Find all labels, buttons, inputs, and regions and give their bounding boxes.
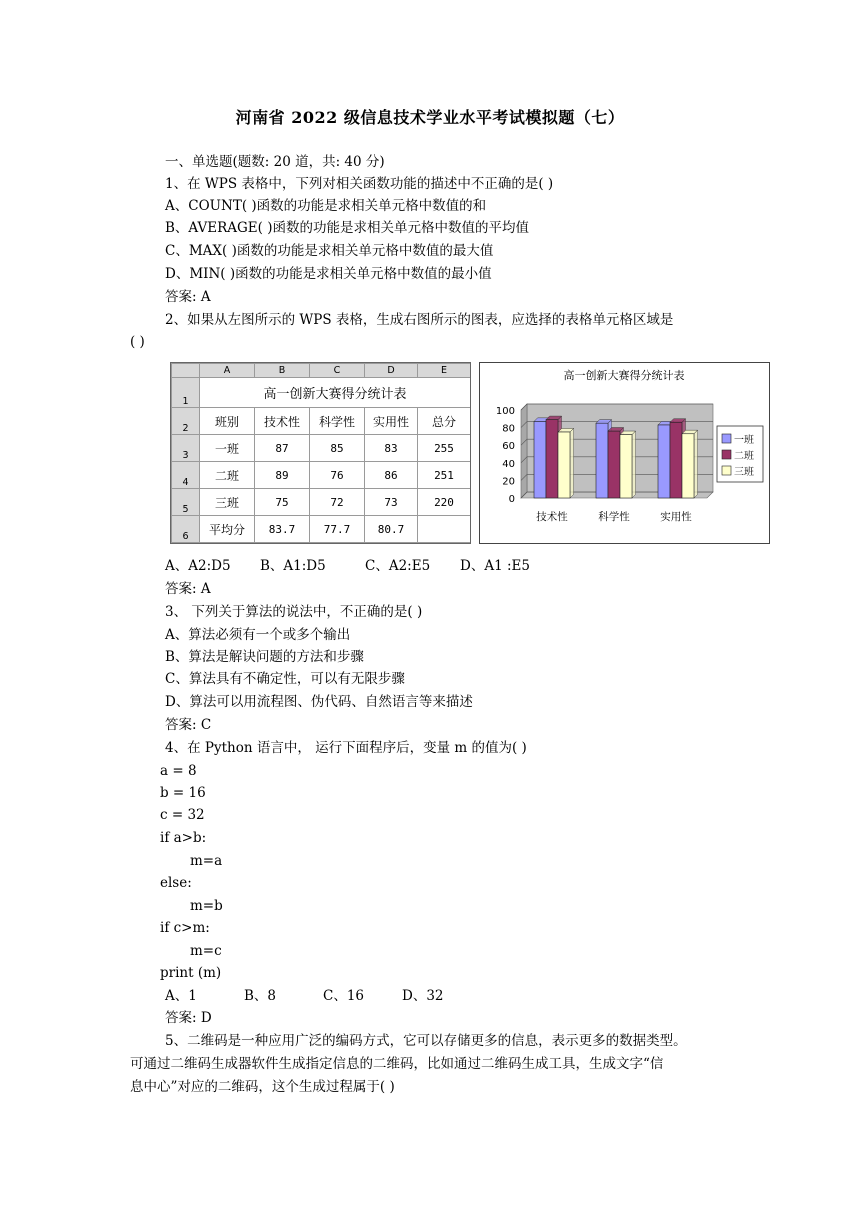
spreadsheet-image	[170, 362, 471, 544]
col-header: A	[200, 364, 255, 378]
legend-swatch	[722, 434, 731, 443]
legend-swatch	[722, 450, 731, 459]
spreadsheet-row	[172, 462, 471, 489]
bar-side	[632, 431, 636, 498]
sheet-title-cell: 高一创新大赛得分统计表	[200, 378, 471, 408]
q2-figure	[170, 362, 770, 544]
table-cell: 251	[418, 462, 471, 489]
q4-option-c: C、16	[323, 988, 365, 1004]
y-tick-label: 0	[508, 494, 515, 505]
code-line: print (m)	[160, 965, 222, 981]
table-cell: 87	[255, 435, 310, 462]
x-tick-label: 实用性	[660, 511, 692, 523]
q2-stem: 2、如果从左图所示的 WPS 表格，生成右图所示的图表，应选择的表格单元格区域是	[165, 312, 674, 328]
table-cell: 班别	[200, 408, 255, 435]
row-header: 3	[172, 435, 200, 462]
q4-stem: 4、在 Python 语言中， 运行下面程序后，变量 m 的值为( )	[165, 740, 527, 756]
bar-side	[570, 428, 574, 498]
q1-stem: 1、在 WPS 表格中，下列对相关函数功能的描述中不正确的是( )	[165, 176, 554, 192]
q1-answer: 答案: A	[165, 289, 211, 305]
table-cell: 总分	[418, 408, 471, 435]
x-tick-label: 技术性	[536, 511, 568, 523]
q3-stem: 3、 下列关于算法的说法中，不正确的是( )	[165, 604, 423, 620]
q2-stem-continued: ( )	[130, 334, 145, 350]
q5-line-2: 可通过二维码生成器软件生成指定信息的二维码，比如通过二维码生成工具，生成文字“信	[130, 1056, 664, 1072]
bar	[682, 434, 694, 498]
q2-option-d: D、A1 :E5	[460, 558, 530, 574]
table-cell: 80.7	[365, 516, 418, 543]
code-line: b = 16	[160, 785, 206, 801]
table-cell: 三班	[200, 489, 255, 516]
table-cell: 83.7	[255, 516, 310, 543]
y-tick-label: 60	[502, 441, 515, 453]
chart-image	[479, 362, 770, 544]
y-tick-label: 40	[502, 458, 515, 470]
q4-options	[165, 987, 444, 1005]
q4-answer: 答案: D	[165, 1010, 212, 1026]
spreadsheet-row	[172, 516, 471, 543]
q1-option-a: A、COUNT( )函数的功能是求相关单元格中数值的和	[165, 198, 487, 214]
legend-label: 一班	[734, 435, 754, 446]
q3-option-b: B、算法是解诀问题的方法和步骤	[165, 649, 364, 665]
code-line: else:	[160, 875, 192, 891]
row-header: 5	[172, 489, 200, 516]
code-line: m=c	[190, 943, 222, 959]
spreadsheet-row	[172, 408, 471, 435]
table-cell: 75	[255, 489, 310, 516]
q3-option-c: C、算法具有不确定性，可以有无限步骤	[165, 671, 405, 687]
code-line: m=b	[190, 898, 223, 914]
table-cell: 73	[365, 489, 418, 516]
bar	[534, 421, 546, 498]
table-cell: 255	[418, 435, 471, 462]
q1-option-b: B、AVERAGE( )函数的功能是求相关单元格中数值的平均值	[165, 220, 529, 236]
table-cell: 实用性	[365, 408, 418, 435]
legend-label: 二班	[734, 451, 754, 462]
row-header: 4	[172, 462, 200, 489]
spreadsheet-table	[171, 363, 471, 543]
corner-cell	[172, 364, 200, 378]
table-cell: 220	[418, 489, 471, 516]
table-cell: 科学性	[310, 408, 365, 435]
q4-option-d: D、32	[402, 988, 444, 1004]
q2-option-a: A、A2:D5	[165, 558, 231, 574]
table-cell: 76	[310, 462, 365, 489]
q4-option-a: A、1	[165, 988, 197, 1004]
table-cell: 83	[365, 435, 418, 462]
legend-swatch	[722, 466, 731, 475]
col-header: E	[418, 364, 471, 378]
row-header: 6	[172, 516, 200, 543]
q3-option-a: A、算法必须有一个或多个输出	[165, 627, 351, 643]
table-cell: 二班	[200, 462, 255, 489]
row-header: 1	[172, 378, 200, 408]
col-header: C	[310, 364, 365, 378]
code-line: a = 8	[160, 763, 197, 779]
col-header: D	[365, 364, 418, 378]
code-line: c = 32	[160, 807, 205, 823]
q2-options	[165, 557, 530, 575]
table-cell: 77.7	[310, 516, 365, 543]
x-tick-label: 科学性	[598, 511, 630, 523]
spreadsheet-col-header-row	[172, 364, 471, 378]
chart-title: 高一创新大赛得分统计表	[563, 369, 685, 382]
bar	[608, 431, 620, 498]
row-header: 2	[172, 408, 200, 435]
q2-option-b: B、A1:D5	[260, 558, 326, 574]
bar-side	[694, 430, 698, 498]
code-line: if c>m:	[160, 920, 210, 936]
bar	[558, 432, 570, 498]
table-cell: 85	[310, 435, 365, 462]
table-cell	[418, 516, 471, 543]
q5-line-1: 5、二维码是一种应用广泛的编码方式，它可以存储更多的信息，表示更多的数据类型。	[165, 1033, 687, 1049]
q3-option-d: D、算法可以用流程图、伪代码、自然语言等来描述	[165, 694, 473, 710]
table-cell: 技术性	[255, 408, 310, 435]
bar	[620, 435, 632, 498]
table-cell: 72	[310, 489, 365, 516]
y-tick-label: 80	[502, 423, 515, 435]
bar	[658, 425, 670, 498]
table-cell: 86	[365, 462, 418, 489]
code-line: if a>b:	[160, 830, 207, 846]
bar	[670, 422, 682, 498]
spreadsheet-row	[172, 489, 471, 516]
chart-side-wall	[521, 404, 527, 498]
q3-answer: 答案: C	[165, 717, 212, 733]
q2-answer: 答案: A	[165, 581, 211, 597]
q1-option-d: D、MIN( )函数的功能是求相关单元格中数值的最小值	[165, 266, 492, 282]
bar-chart	[479, 362, 770, 544]
y-tick-label: 100	[495, 406, 515, 417]
col-header: B	[255, 364, 310, 378]
spreadsheet-row	[172, 435, 471, 462]
code-line: m=a	[190, 853, 223, 869]
y-tick-label: 20	[502, 476, 515, 488]
q5-line-3: 息中心”对应的二维码，这个生成过程属于( )	[130, 1079, 395, 1095]
bar	[596, 423, 608, 498]
table-cell: 一班	[200, 435, 255, 462]
legend-label: 三班	[734, 467, 754, 478]
section-heading: 一、单选题(题数: 20 道，共: 40 分)	[165, 154, 385, 170]
q1-option-c: C、MAX( )函数的功能是求相关单元格中数值的最大值	[165, 243, 494, 259]
page-title: 河南省 2022 级信息技术学业水平考试模拟题（七）	[235, 108, 625, 127]
q4-option-b: B、8	[244, 988, 277, 1004]
bar	[546, 420, 558, 498]
spreadsheet-row	[172, 378, 471, 408]
table-cell: 89	[255, 462, 310, 489]
table-cell: 平均分	[200, 516, 255, 543]
q2-option-c: C、A2:E5	[365, 558, 431, 574]
